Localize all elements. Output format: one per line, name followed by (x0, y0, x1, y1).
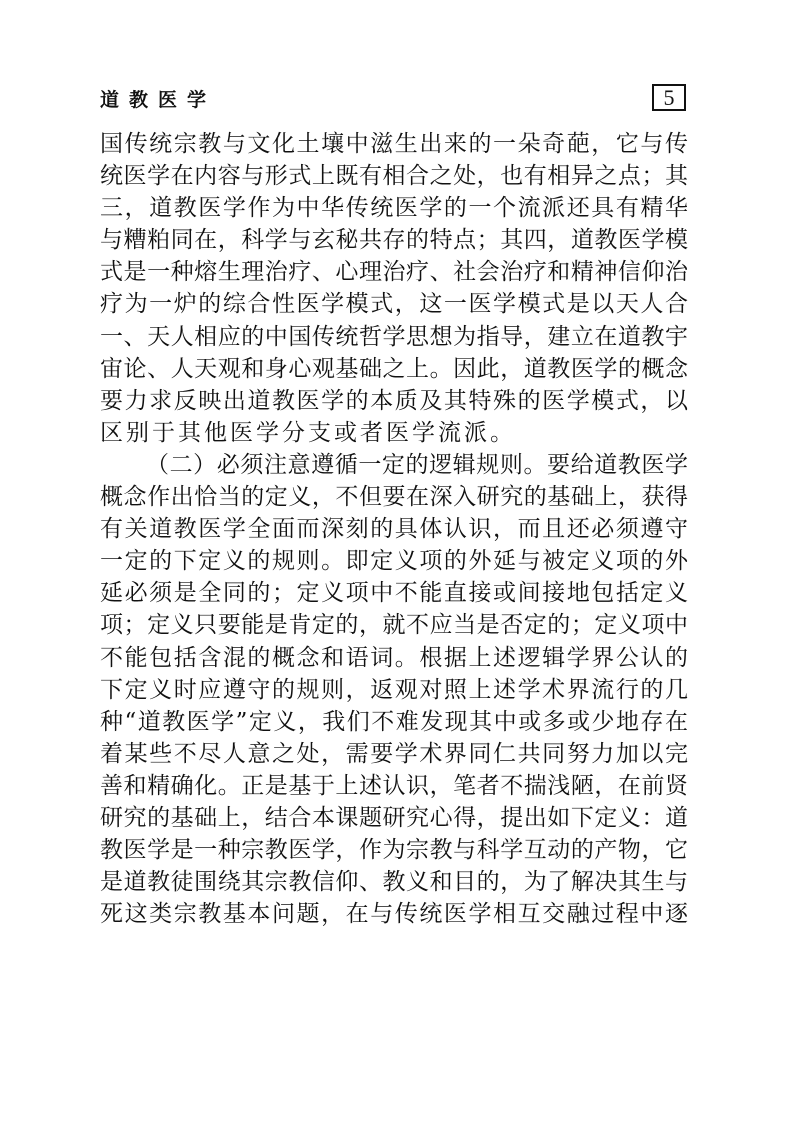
text-line: 疗为一炉的综合性医学模式，这一医学模式是以天人合 (100, 291, 688, 318)
page-number: 5 (652, 84, 686, 111)
text-line: 三，道教医学作为中华传统医学的一个流派还具有精华 (100, 195, 688, 222)
text-line: 统医学在内容与形式上既有相合之处，也有相异之点；其 (100, 163, 688, 190)
text-line: 死这类宗教基本问题，在与传统医学相互交融过程中逐 (100, 901, 688, 928)
text-line: 一、天人相应的中国传统哲学思想为指导，建立在道教宇 (100, 323, 688, 350)
text-line: 概念作出恰当的定义，不但要在深入研究的基础上，获得 (100, 484, 688, 511)
text-line: 有关道教医学全面而深刻的具体认识，而且还必须遵守 (100, 516, 688, 543)
text-line: 要力求反映出道教医学的本质及其特殊的医学模式，以 (100, 387, 688, 414)
text-line: 研究的基础上，结合本课题研究心得，提出如下定义：道 (100, 804, 688, 831)
running-title: 道教医学 (100, 89, 217, 111)
text-line: 不能包括含混的概念和语词。根据上述逻辑学界公认的 (100, 644, 688, 671)
text-line: 种“道教医学”定义，我们不难发现其中或多或少地存在 (100, 708, 688, 735)
text-line: 善和精确化。正是基于上述认识，笔者不揣浅陋，在前贤 (100, 772, 688, 799)
paragraph-end-line: 区别于其他医学分支或者医学流派。 (100, 419, 516, 446)
text-line: 宙论、人天观和身心观基础之上。因此，道教医学的概念 (100, 355, 688, 382)
text-line: 教医学是一种宗教医学，作为宗教与科学互动的产物，它 (100, 837, 688, 864)
text-line: 延必须是全同的；定义项中不能直接或间接地包括定义 (100, 580, 688, 607)
text-line: 项；定义只要能是肯定的，就不应当是否定的；定义项中 (100, 612, 688, 639)
text-line: 一定的下定义的规则。即定义项的外延与被定义项的外 (100, 548, 688, 575)
page-header (100, 84, 692, 118)
text-line: 式是一种熔生理治疗、心理治疗、社会治疗和精神信仰治 (100, 259, 688, 286)
text-line: 国传统宗教与文化土壤中滋生出来的一朵奇葩，它与传 (100, 131, 688, 157)
text-line: 下定义时应遵守的规则，返观对照上述学术界流行的几 (100, 676, 688, 703)
text-line: 是道教徒围绕其宗教信仰、教义和目的，为了解决其生与 (100, 869, 688, 896)
text-line: 着某些不尽人意之处，需要学术界同仁共同努力加以完 (100, 740, 688, 767)
body-text (100, 128, 688, 930)
paragraph-start-line: （二）必须注意遵循一定的逻辑规则。要给道教医学 (146, 451, 688, 478)
text-line: 与糟粕同在，科学与玄秘共存的特点；其四，道教医学模 (100, 227, 688, 254)
